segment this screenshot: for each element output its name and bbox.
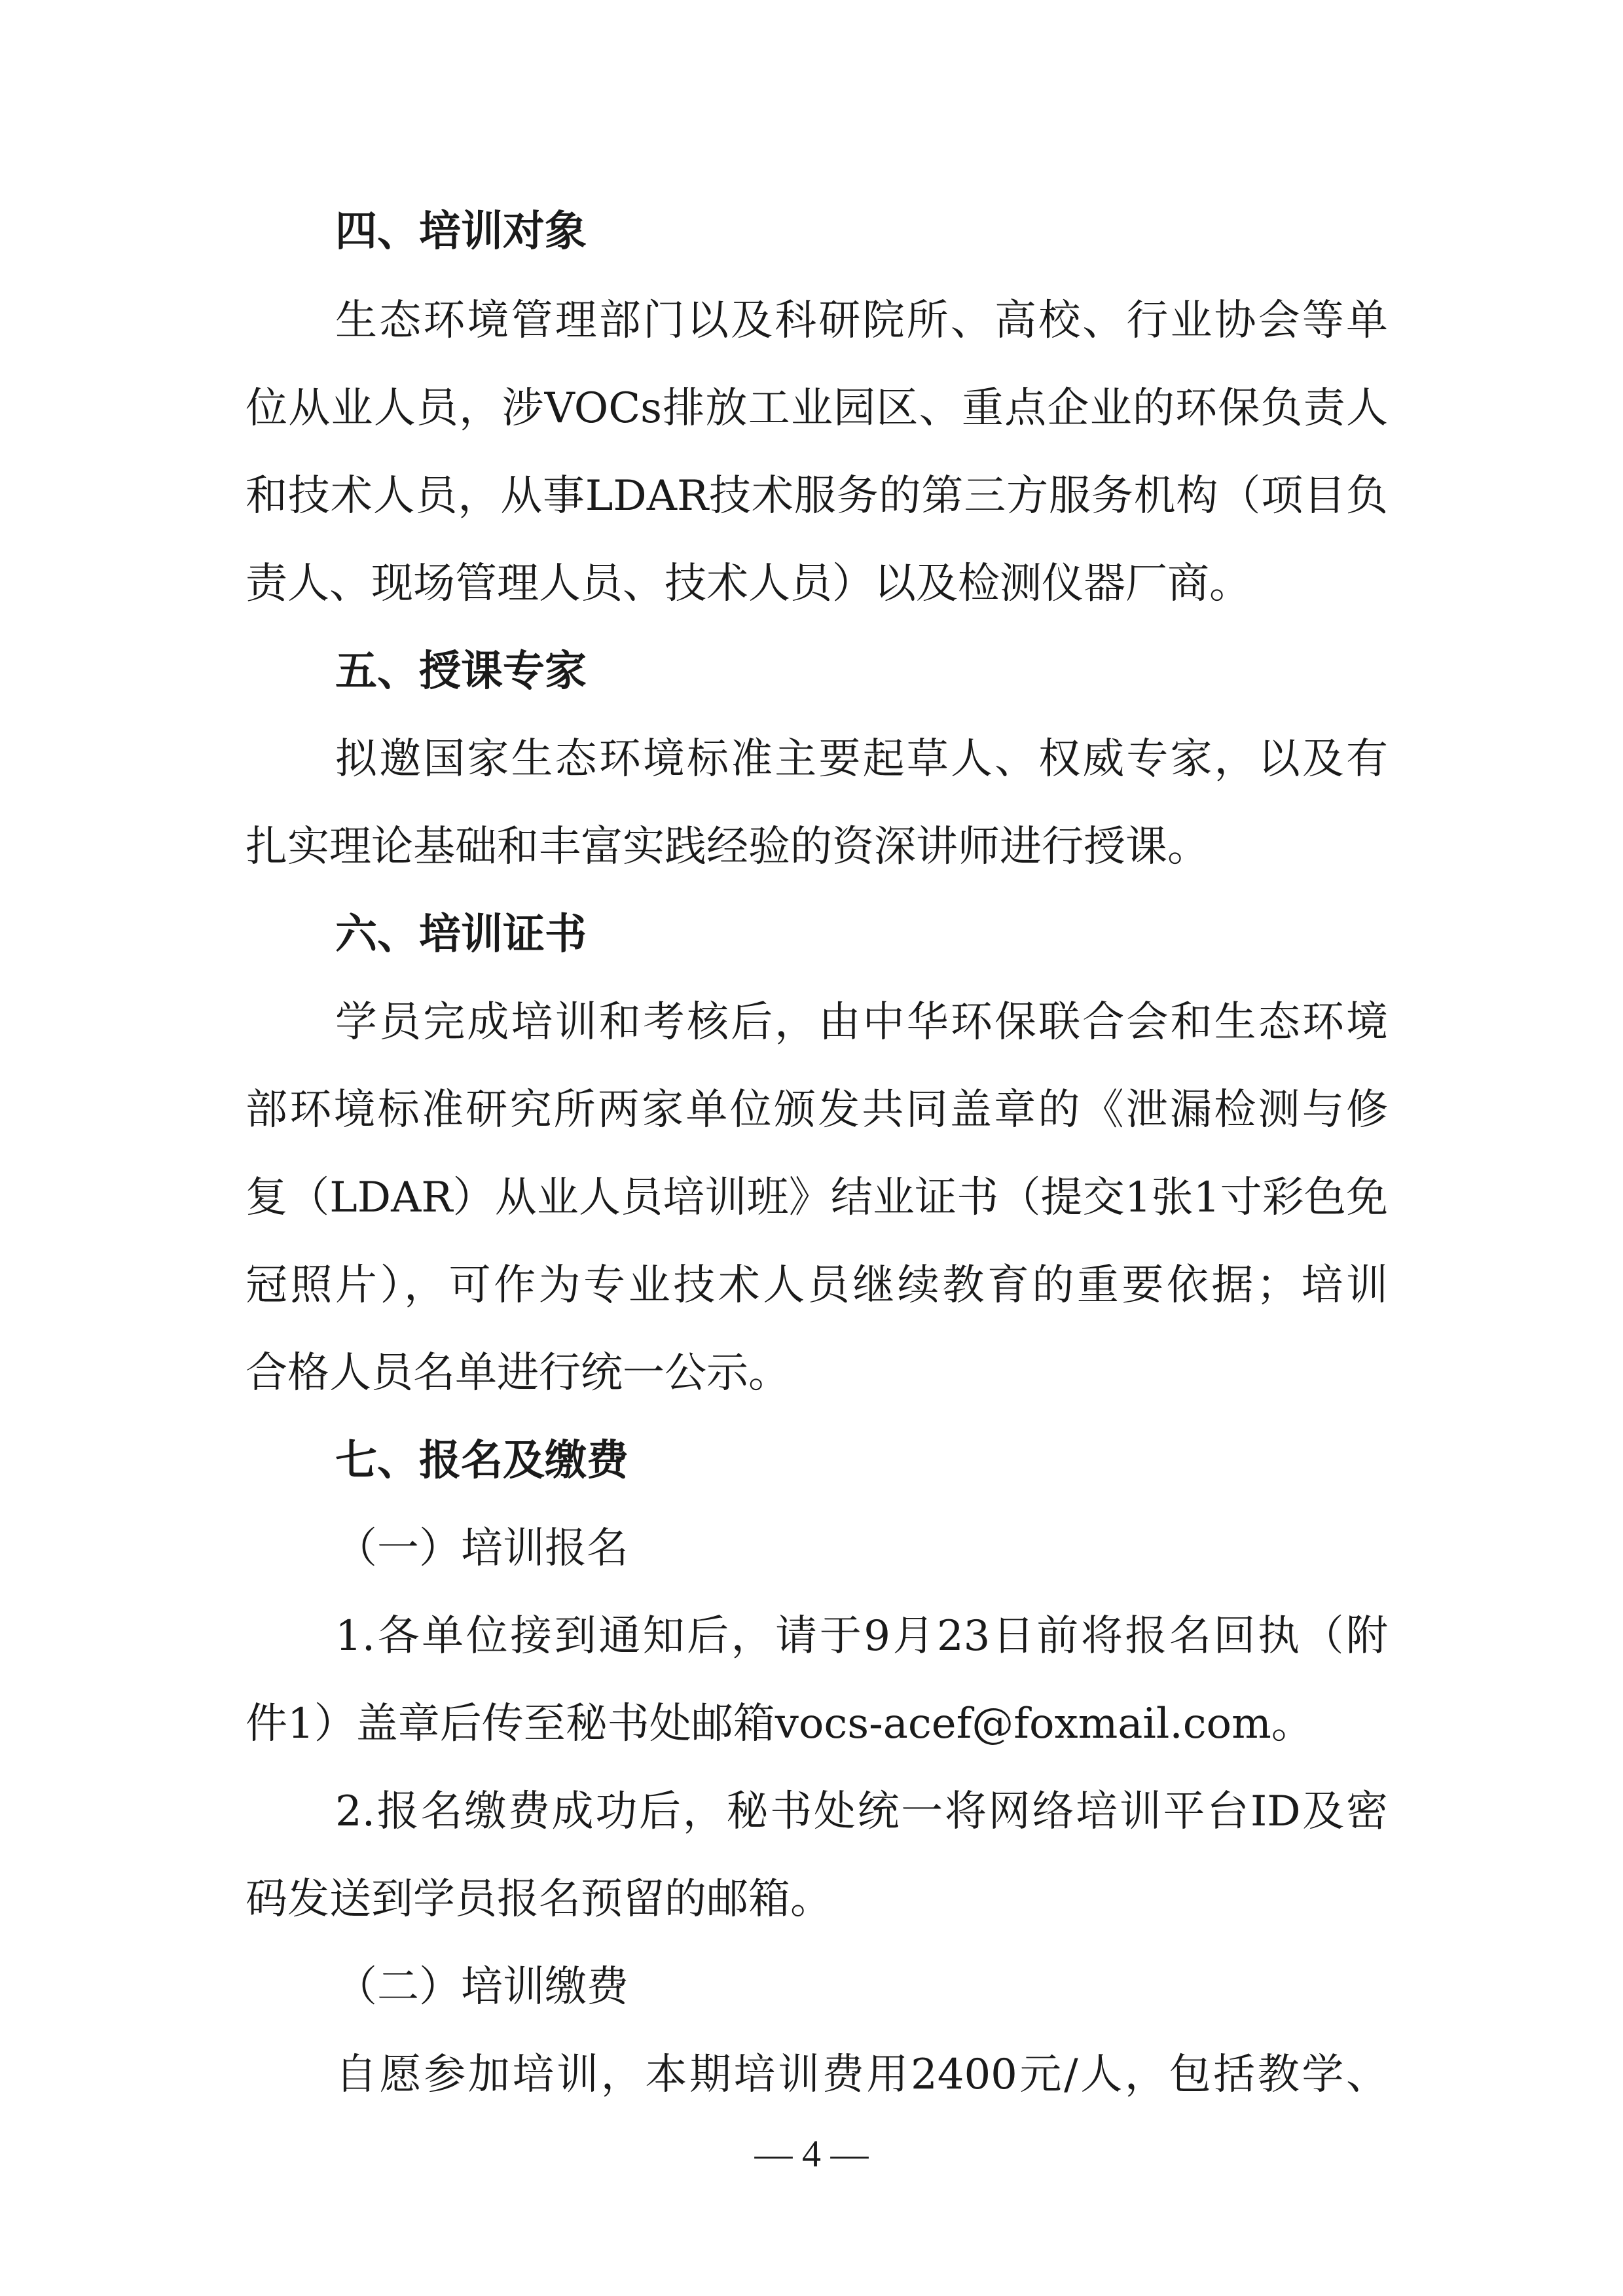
paragraph-line: 位从业人员，涉VOCs排放工业园区、重点企业的环保负责人: [246, 384, 1388, 433]
paragraph-line: 拟邀国家生态环境标准主要起草人、权威专家，以及有: [335, 735, 1388, 783]
page-number: — 4 —: [754, 2132, 869, 2175]
paragraph-line: 复（LDAR）从业人员培训班》结业证书（提交1张1寸彩色免: [246, 1174, 1388, 1222]
section-heading-certificate: 六、培训证书: [335, 910, 587, 959]
section-heading-lecturers: 五、授课专家: [335, 647, 587, 696]
paragraph-line: 扎实理论基础和丰富实践经验的资深讲师进行授课。: [246, 823, 1209, 871]
section-heading-training-targets: 四、培训对象: [335, 207, 587, 256]
paragraph-line: 冠照片），可作为专业技术人员继续教育的重要依据；培训: [246, 1261, 1388, 1310]
paragraph-line: 1.各单位接到通知后，请于9月23日前将报名回执（附: [335, 1612, 1388, 1660]
subsection-heading-registration: （一）培训报名: [335, 1524, 629, 1573]
paragraph-line: 责人、现场管理人员、技术人员）以及检测仪器厂商。: [246, 560, 1251, 608]
paragraph-line: 自愿参加培训，本期培训费用2400元/人，包括教学、: [335, 2051, 1388, 2099]
paragraph-line: 码发送到学员报名预留的邮箱。: [246, 1875, 832, 1924]
paragraph-line: 生态环境管理部门以及科研院所、高校、行业协会等单: [335, 296, 1388, 345]
section-heading-registration-fees: 七、报名及缴费: [335, 1436, 629, 1485]
paragraph-line: 学员完成培训和考核后，由中华环保联合会和生态环境: [335, 998, 1388, 1047]
paragraph-line: 部环境标准研究所两家单位颁发共同盖章的《泄漏检测与修: [246, 1086, 1388, 1134]
paragraph-line: 和技术人员，从事LDAR技术服务的第三方服务机构（项目负: [246, 472, 1388, 520]
paragraph-line: 2.报名缴费成功后，秘书处统一将网络培训平台ID及密: [335, 1787, 1388, 1836]
paragraph-line-email: 件1）盖章后传至秘书处邮箱vocs-acef@foxmail.com。: [246, 1700, 1313, 1748]
paragraph-line: 合格人员名单进行统一公示。: [246, 1349, 790, 1397]
subsection-heading-fees: （二）培训缴费: [335, 1963, 629, 2011]
